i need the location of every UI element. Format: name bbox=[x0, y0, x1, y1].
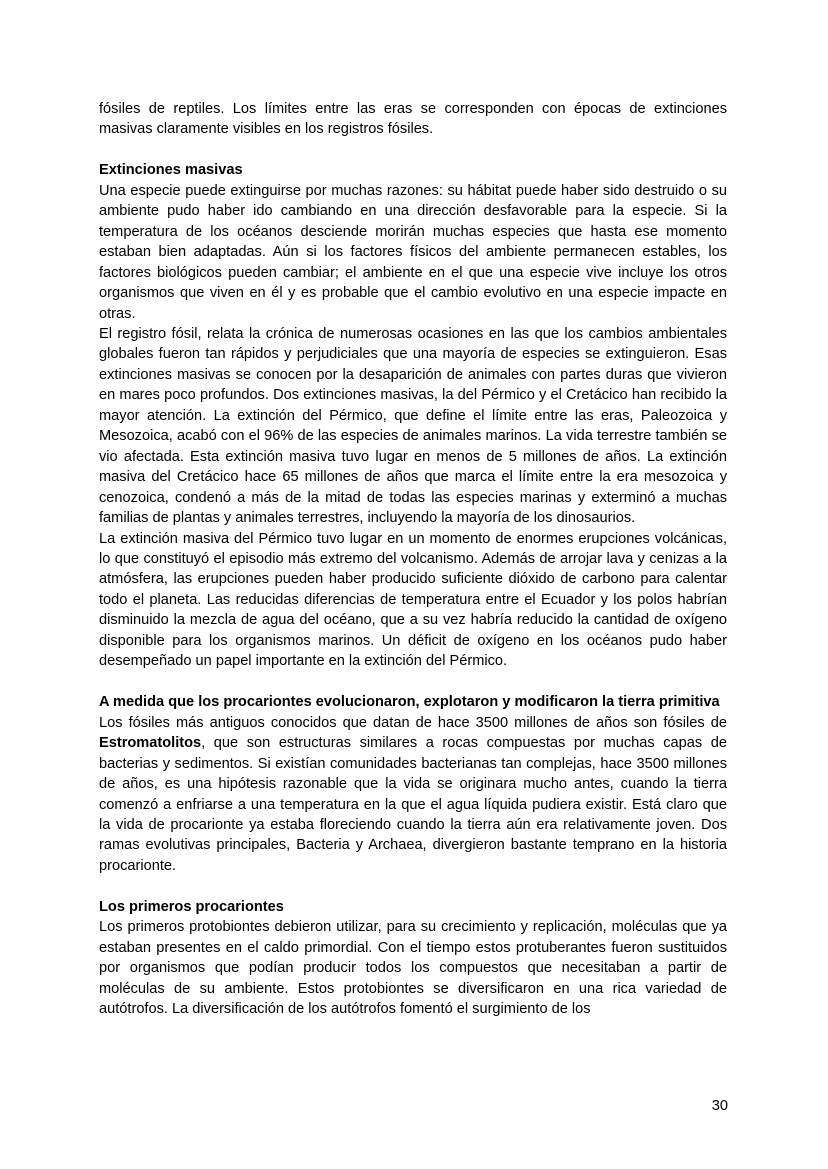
paragraph-extinction-reasons: Una especie puede extinguirse por muchas razones: su hábitat puede haber sido destruido o su ambiente pudo haber ido cambiando en una dirección desfavorable para la especie. Si la temperatura de los océanos desciende morirán muchas especies que hasta ese momento estaban bien adaptadas. Aún si los factores físicos del ambiente permanecen estables, los factores biológicos pueden cambiar; el ambiente en el que una especie vive incluye los otros organismos que viven en él y es probable que el cambio evolutivo en una especie impacte en otras. bbox=[99, 182, 727, 322]
text-run: , que son estructuras similares a rocas compuestas por muchas capas de bacterias y sedimentos. Si existían comunidades bacterianas tan complejas, hace 3500 millones de años, es una hipótesis razonable que la vida se originara mucho antes, cuando la tierra comenzó a enfriarse a una temperatura en la que el agua líquida pudiera existir. Está claro que la vida de procarionte ya estaba floreciendo cuando la tierra aún era relativamente joven. Dos ramas evolutivas principales, Bacteria y Archaea, divergieron bastante temprano en la historia procarionte. bbox=[99, 735, 727, 874]
paragraph-permian: La extinción masiva del Pérmico tuvo lugar en un momento de enormes erupciones volcánicas, lo que constituyó el episodio más extremo del volcanismo. Además de arrojar lava y cenizas a la atmósfera, las erupciones pueden haber producido suficiente dióxido de carbono para calentar todo el planeta. Las reducidas diferencias de temperatura entre el Ecuador y los polos habrían disminuido la mezcla de agua del océano, que a su vez habría reducido la cantidad de oxígeno disponible para los organismos marinos. Un déficit de oxígeno en los océanos pudo haber desempeñado un papel importante en la extinción del Pérmico. bbox=[99, 530, 727, 670]
paragraph-gap bbox=[99, 876, 727, 897]
paragraph-continuation: fósiles de reptiles. Los límites entre las eras se corresponden con épocas de extinciones masivas claramente visibles en los registros fósiles. bbox=[99, 101, 727, 138]
paragraph-gap bbox=[99, 140, 727, 161]
paragraph-first-prokaryotes: Los primeros protobiontes debieron utilizar, para su crecimiento y replicación, moléculas que ya estaban presentes en el caldo primordial. Con el tiempo estos protuberantes fueron sustituidos por organismos que podían producir todos los compuestos que necesitaban a partir de moléculas de su ambiente. Estos protobiontes se diversificaron en una rica variedad de autótrofos. La diversificación de los autótrofos fomentó el surgimiento de los bbox=[99, 919, 727, 1018]
paragraph-gap bbox=[99, 672, 727, 693]
section-heading-primeros-procariontes: Los primeros procariontes bbox=[99, 898, 284, 915]
section-heading-procariontes: A medida que los procariontes evolucionaron, explotaron y modificaron la tierra primitiva bbox=[99, 694, 720, 711]
section-heading-extinciones: Extinciones masivas bbox=[99, 162, 243, 179]
text-run: Los fósiles más antiguos conocidos que datan de hace 3500 millones de años son fósiles de bbox=[99, 714, 727, 731]
paragraph-oldest-fossils bbox=[99, 713, 727, 877]
paragraph-fossil-record: El registro fósil, relata la crónica de numerosas ocasiones en las que los cambios ambientales globales fueron tan rápidos y perjudiciales que una mayoría de especies se extinguieron. Esas extinciones masivas se conocen por la desaparición de animales con partes duras que vivieron en mares poco profundos. Dos extinciones masivas, la del Pérmico y el Cretácico han recibido la mayor atención. La extinción del Pérmico, que define el límite entre las eras, Paleozoica y Mesozoica, acabó con el 96% de las especies de animales marinos. La vida terrestre también se vio afectada. Esta extinción masiva tuvo lugar en menos de 5 millones de años. La extinción masiva del Cretácico hace 65 millones de años que marca el límite entre la era mesozoica y cenozoica, condenó a más de la mitad de todas las especies marinas y exterminó a muchas familias de plantas y animales terrestres, incluyendo la mayoría de los dinosaurios. bbox=[99, 326, 727, 527]
document-body bbox=[99, 99, 727, 1020]
page-number: 30 bbox=[711, 1098, 728, 1114]
bold-term-estromatolitos: Estromatolitos bbox=[99, 735, 202, 752]
